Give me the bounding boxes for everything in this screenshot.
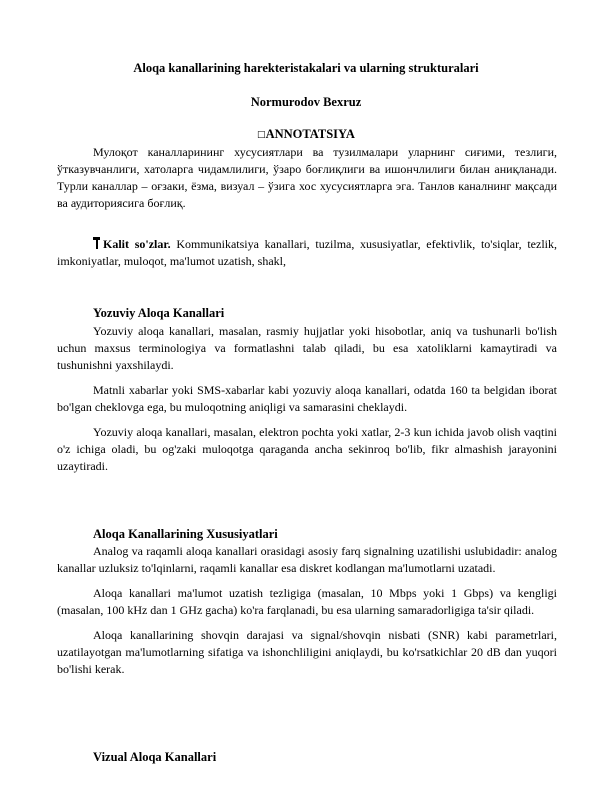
paragraph: Aloqa kanallarining shovqin darajasi va signal/shovqin nisbati (SNR) kabi parametrlari, uzatilayotgan ma'lumotlarning sifatiga va ishonchliligini aniqlaydi, bu ko'rsatkichlar 20 dB dan yuqori bo'lishi kerak. <box>57 628 557 676</box>
pin-icon <box>93 237 100 249</box>
annotation-text: Мулоқот каналларининг хусусиятлари ва тузилмалари уларнинг сиғими, тезлиги, ўтказувчанлиги, хатоларга чидамлилиги, ўзаро боғлиқлиги ва ишончлилиги билан аниқланади. Турли каналлар – оғзаки, ёзма, визуал – ўзига хос хусусиятларга эга. Танлов каналнинг мақсади ва аудиториясига боғлиқ. <box>57 145 557 210</box>
annotation-block <box>57 144 557 212</box>
section-heading: Vizual Aloqa Kanallari <box>93 750 217 764</box>
keywords-block <box>57 236 557 270</box>
paragraph: Aloqa kanallari ma'lumot uzatish tezligiga (masalan, 10 Mbps yoki 1 Gbps) va kengligi (masalan, 100 kHz dan 1 GHz gacha) ko'ra farqlanadi, bu esa ularning samaradorligiga ta'sir qiladi. <box>57 586 557 617</box>
keywords-paragraph <box>57 236 557 270</box>
paragraph: Matnli xabarlar yoki SMS-xabarlar kabi yozuviy aloqa kanallari, odatda 160 ta belgidan iborat bo'lgan cheklovga ega, bu muloqotning aniqligi va samarasini cheklaydi. <box>57 383 557 414</box>
annotation-heading: ANNOTATSIYA <box>265 127 355 141</box>
section-body <box>57 543 557 678</box>
section-body <box>57 323 557 475</box>
paragraph: Analog va raqamli aloqa kanallari orasidagi asosiy farq signalning uzatilishi uslubidadir: analog kanallar uzluksiz to'lqinlarni, raqamli kanallar esa diskret kodlangan ma'lumotlarni uzatadi. <box>57 544 557 575</box>
paragraph: Yozuviy aloqa kanallari, masalan, elektron pochta yoki xatlar, 2-3 kun ichida javob olish vaqtini o'z ichiga oladi, bu og'zaki muloqotga qaraganda ancha sekinroq bo'lib, fikr almashish jarayonini uzaytiradi. <box>57 425 557 473</box>
paragraph: Yozuviy aloqa kanallari, masalan, rasmiy hujjatlar yoki hisobotlar, aniq va tushunarli bo'lish uchun maxsus terminologiya va formatlashni talab qiladi, bu esa xatoliklarni kamaytiradi va tushunishni yaxshilaydi. <box>57 324 557 372</box>
section-heading: Aloqa Kanallarining Xususiyatlari <box>93 527 278 541</box>
document-author: Normurodov Bexruz <box>250 95 362 109</box>
document-title: Aloqa kanallarining harekteristakalari va ularning strukturalari <box>133 61 479 75</box>
keywords-text: Kommunikatsiya kanallari, tuzilma, xususiyatlar, efektivlik, to'siqlar, tezlik, imkoniyatlar, muloqot, ma'lumot uzatish, shakl, <box>57 237 558 268</box>
section-heading: Yozuviy Aloqa Kanallari <box>93 306 225 320</box>
annotation-heading-row <box>0 126 612 144</box>
keywords-label: Kalit so'zlar. <box>103 237 171 251</box>
placeholder-glyph-icon: □ <box>257 130 266 140</box>
